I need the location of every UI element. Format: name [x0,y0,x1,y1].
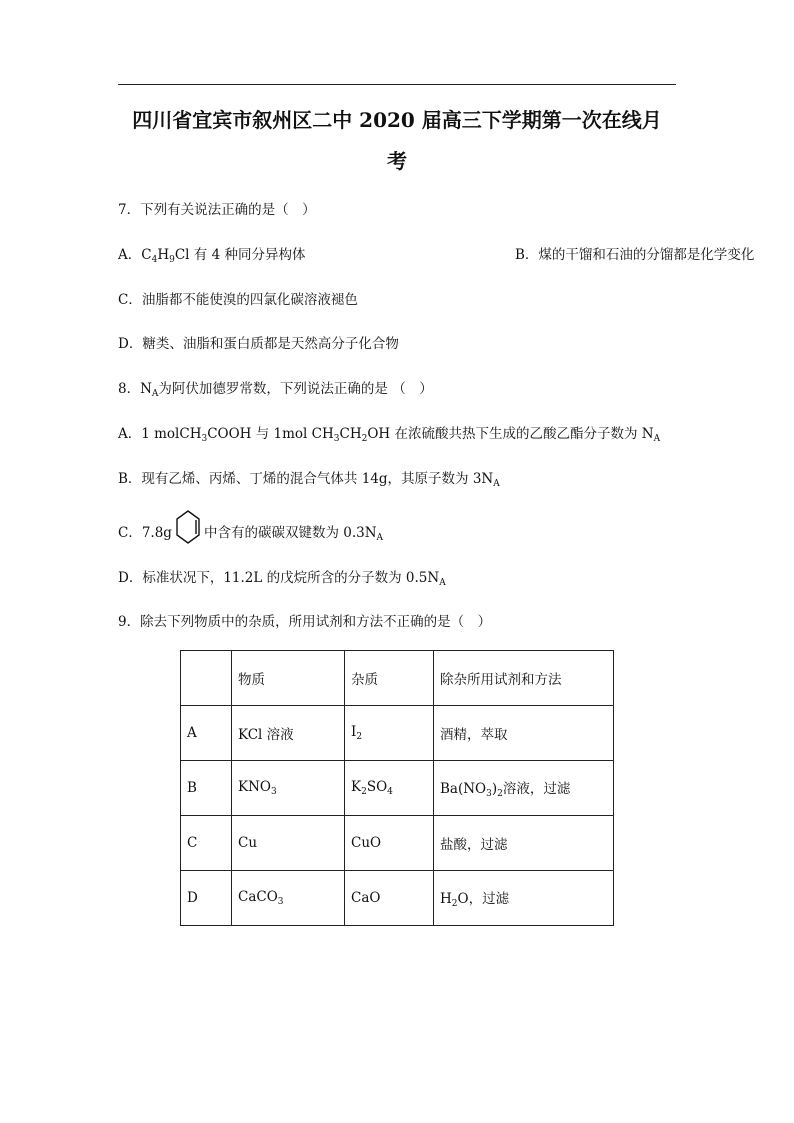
document-title-line2: 考 [387,149,407,173]
impurity-cell: CaO [345,871,434,926]
document-title-line1: 四川省宜宾市叙州区二中 2020 届高三下学期第一次在线月 [132,108,662,132]
q8-option-a: A．1 molCH$_3$COOH 与 1mol $CH_3CH_2OH$ 在浓硫酸共热下生成的乙酸乙酯分子数为 $N_A$ [118,426,661,444]
substance-cell: $KNO_3$ [232,761,345,816]
q9-stem: 9．除去下列物质中的杂质，所用试剂和方法不正确的是（ ） [118,614,492,630]
method-cell: 酒精，萃取 [434,706,614,761]
table-row [181,871,614,926]
header-cell: 杂质 [345,651,434,706]
impurity-cell: $I_2$ [345,706,434,761]
substance-cell: Cu [232,816,345,871]
method-cell: $H_2O$，过滤 [434,871,614,926]
row-label: A [181,706,232,761]
q8-option-b: B．现有乙烯、丙烯、丁烯的混合气体共 14g，其原子数为 $3N_A$ [118,471,500,489]
method-cell: $Ba(NO_3)_2$溶液，过滤 [434,761,614,816]
impurity-removal-table [180,650,614,926]
q7-stem: 7．下列有关说法正确的是（ ） [118,202,316,218]
impurity-cell: $K_2SO_4$ [345,761,434,816]
q7-option-b: B．煤的干馏和石油的分馏都是化学变化 [515,247,755,263]
table-row [181,706,614,761]
q7-option-a: A．$C_4H_9Cl$ 有 4 种同分异构体 [118,247,306,265]
q8-stem: 8．$N_A$为阿伏加德罗常数，下列说法正确的是 （ ） [118,381,433,399]
q7-option-c: C．油脂都不能使溴的四氯化碳溶液褪色 [118,292,358,308]
header-cell: 除杂所用试剂和方法 [434,651,614,706]
q7-option-d: D．糖类、油脂和蛋白质都是天然高分子化合物 [118,336,399,352]
row-label: D [181,871,232,926]
substance-cell: KCl 溶液 [232,706,345,761]
q8-option-d: D．标准状况下，11.2L 的戊烷所含的分子数为 $0.5N_A$ [118,570,446,588]
impurity-cell: CuO [345,816,434,871]
row-label: C [181,816,232,871]
table-header-row [181,651,614,706]
header-rule [118,84,676,85]
header-cell: 物质 [232,651,345,706]
header-cell [181,651,232,706]
table-row [181,816,614,871]
substance-cell: CaCO$_3$ [232,871,345,926]
benzene-ring-structure [175,510,201,557]
method-cell: 盐酸，过滤 [434,816,614,871]
row-label: B [181,761,232,816]
q7-options-ab [118,245,755,270]
table-row [181,761,614,816]
q8-option-c: C．7.8g 中含有的碳碳双键数为 $0.3N_A$ [118,510,383,557]
